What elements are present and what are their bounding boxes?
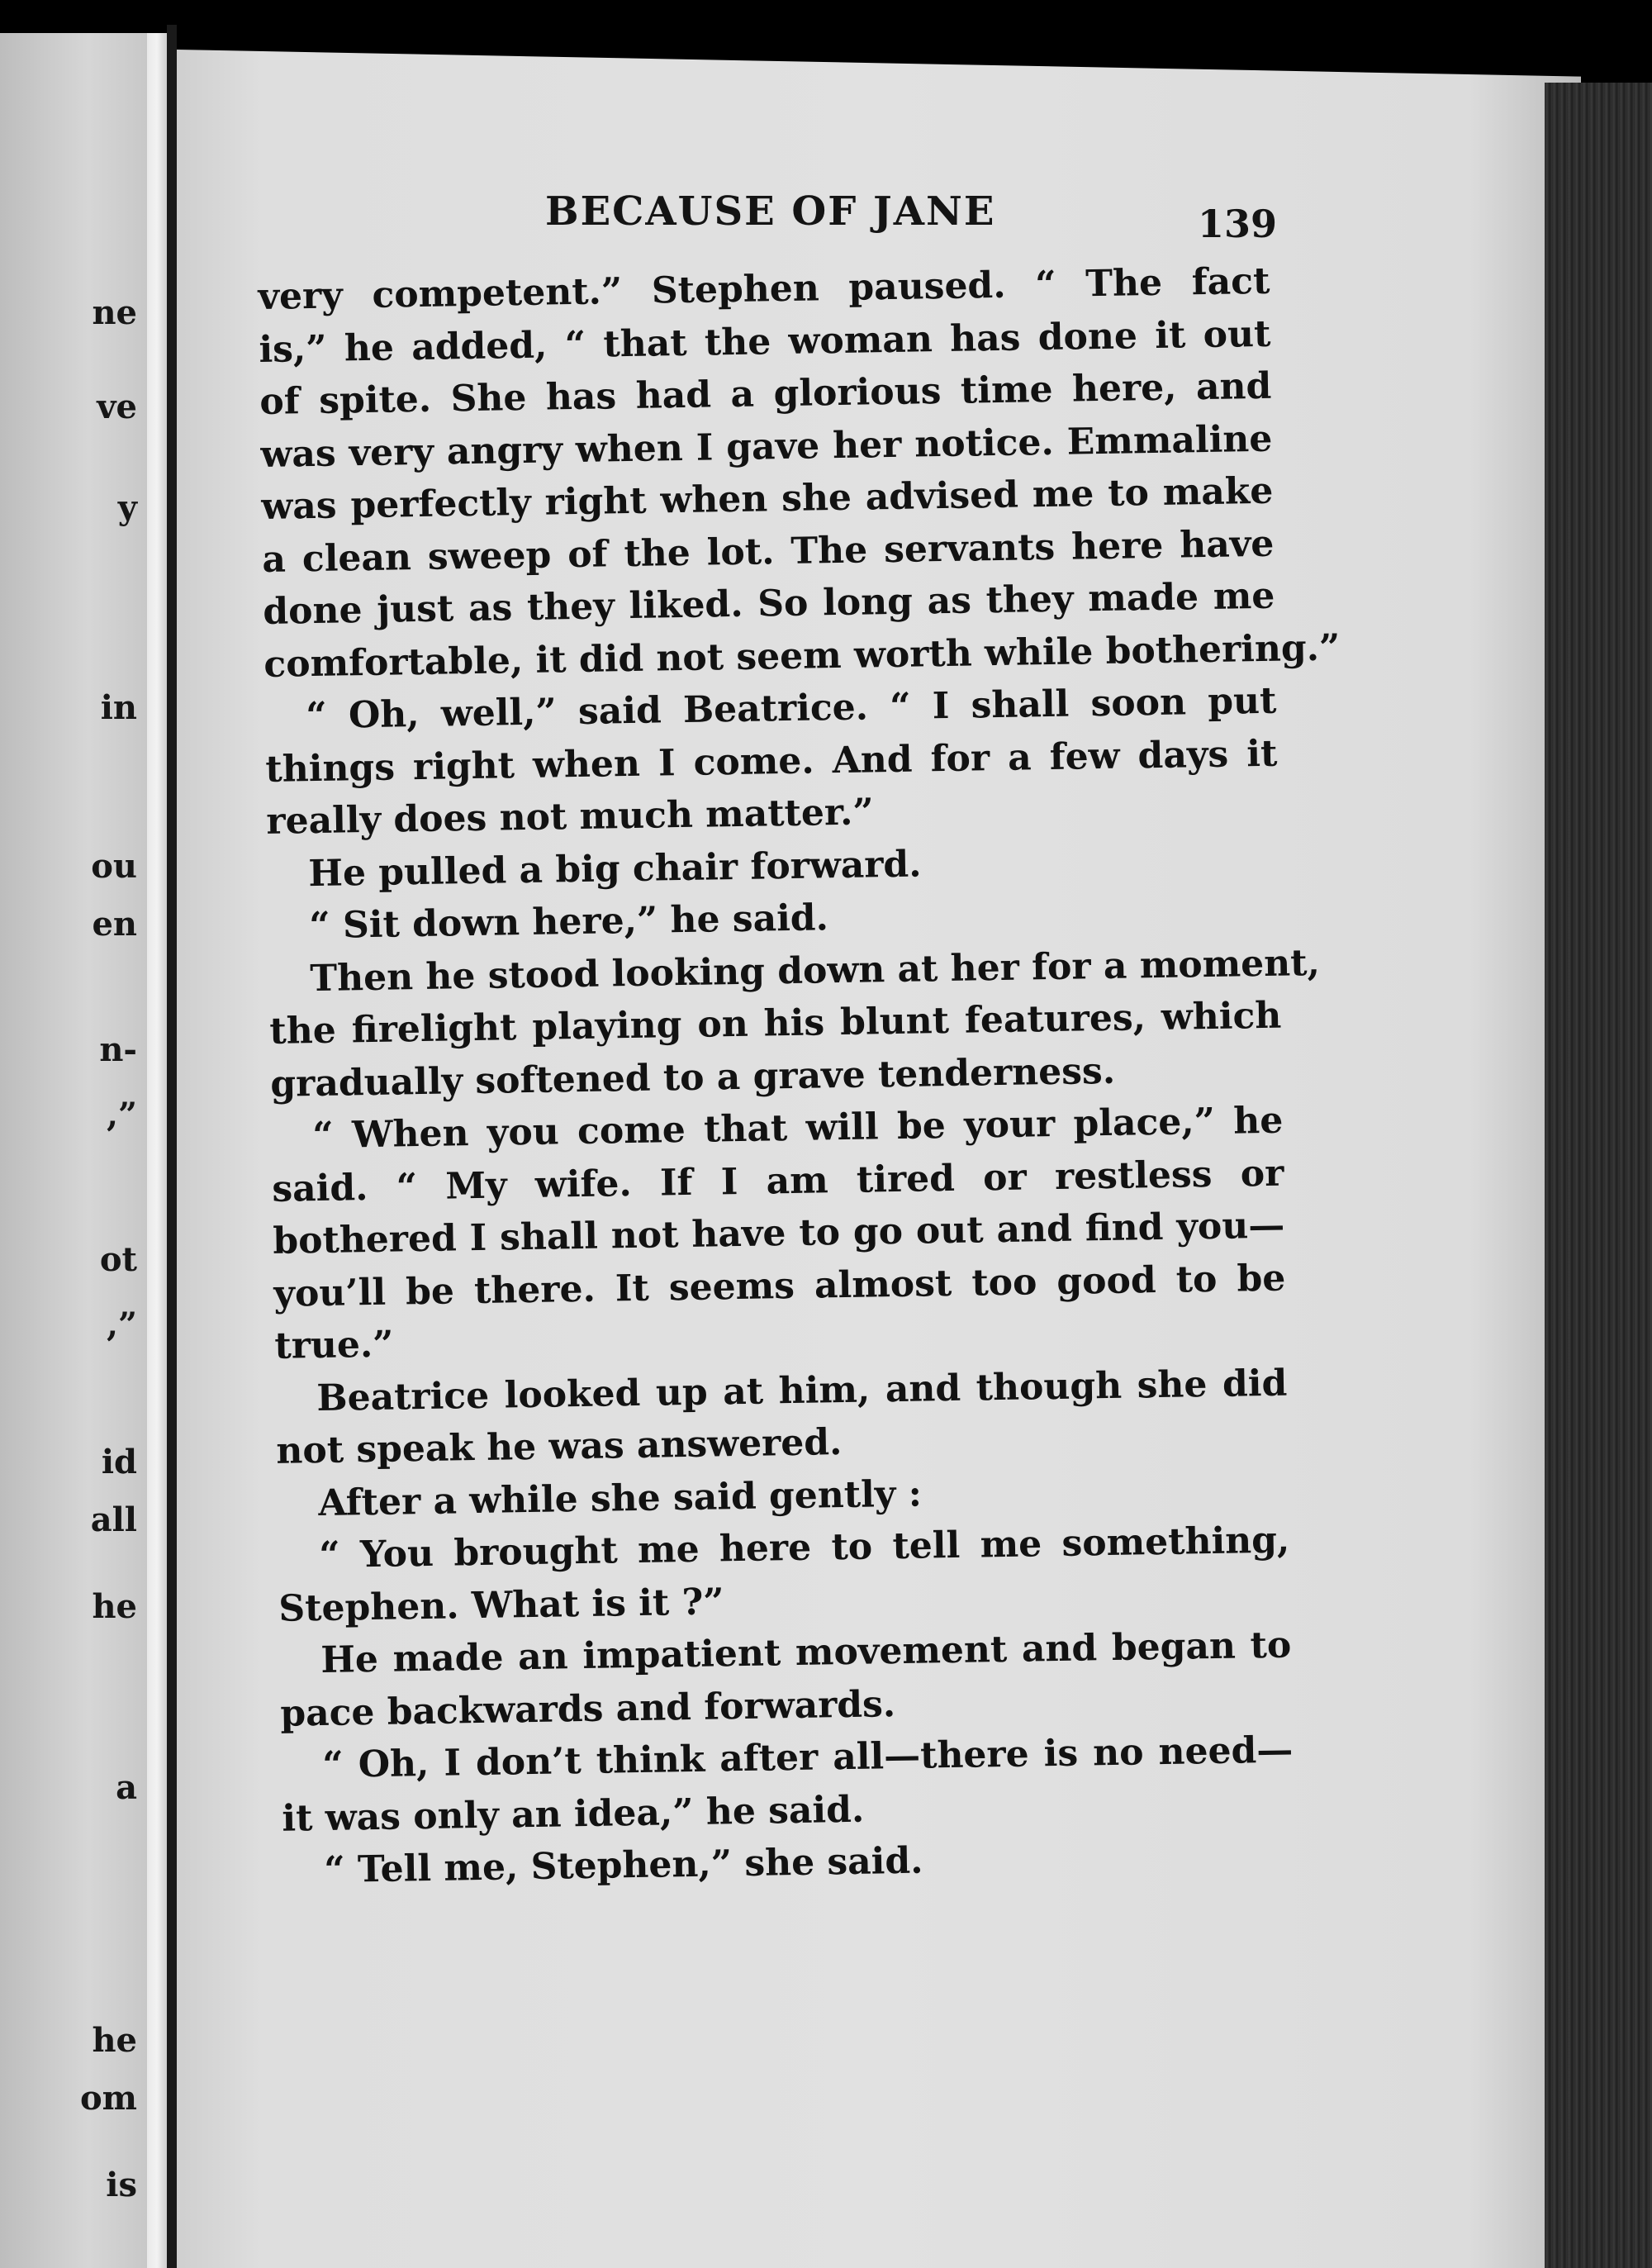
left-page-text-fragment: a [116,1767,137,1807]
left-page-text-fragment: ot [99,1240,137,1279]
text-line: bothered I shall not have to go out and find you— [273,1204,1285,1262]
text-line: “ Tell me, Stephen,” she said. [323,1839,923,1891]
text-line: gradually softened to a grave tenderness. [270,1049,1116,1105]
left-page-text-fragment: ,” [107,1096,137,1134]
left-page-text-fragment: he [92,1587,137,1626]
page-edges [1545,83,1652,2268]
left-page-text-fragment: he [92,2021,137,2060]
text-line: Beatrice looked up at him, and though she did [316,1362,1288,1419]
left-page-text-fragment: ,” [107,1305,137,1344]
left-page-text-fragment: y [117,488,137,527]
text-line: a clean sweep of the lot. The servants here have [262,522,1275,581]
text-line: “ Oh, I don’t think after all—there is no need— [321,1728,1294,1786]
left-page-text-fragment: ve [97,387,137,426]
page-number: 139 [1198,202,1278,246]
text-line: was very angry when I gave her notice. Emmaline [260,417,1273,476]
text-line: the firelight playing on his blunt features, which [269,994,1282,1053]
text-line: “ You brought me here to tell me something, [318,1519,1290,1577]
text-line: “ Oh, well,” said Beatrice. “ I shall soon put [306,679,1277,738]
text-line: was perfectly right when she advised me to make [261,469,1274,528]
text-line: things right when I come. And for a few days it [265,732,1278,791]
left-page-text-fragment: in [100,687,137,727]
text-line: Stephen. What is it ?” [278,1580,725,1630]
text-line: pace backwards and forwards. [279,1682,896,1735]
body-text [258,257,1341,1909]
text-line: of spite. She has had a glorious time here, and [259,364,1272,423]
left-page-text-fragment: om [79,2079,137,2118]
left-page-text-fragment: ou [91,847,137,886]
left-page-text-fragment: n- [99,1030,137,1070]
text-line: done just as they liked. So long as they made me [263,574,1275,633]
text-line: He made an impatient movement and began to [320,1624,1292,1682]
text-line: said. “ My wife. If I am tired or restless or [272,1152,1284,1210]
left-page-text-fragment: all [90,1500,137,1539]
left-page-fragment [0,33,147,2268]
left-page-text-fragment: is [106,2166,137,2204]
text-line: you’ll be there. It seems almost too good to be [273,1257,1286,1315]
text-line: true.” [274,1323,394,1367]
left-page-text-fragment: en [92,905,137,944]
book-gutter [167,25,177,2268]
text-line: “ Sit down here,” he said. [309,896,829,948]
text-line: really does not much matter.” [266,791,875,843]
text-line: Then he stood looking down at her for a moment, [310,941,1321,1000]
left-page-text-fragment: ne [92,292,137,332]
left-page-text-fragment: id [101,1443,137,1481]
text-line: not speak he was answered. [276,1421,843,1472]
text-line: “ When you come that will be your place,” he [312,1099,1284,1158]
text-line: it was only an idea,” he said. [281,1788,865,1840]
text-line: is,” he added, “ that the woman has done it out [259,312,1271,371]
page-fold [147,33,167,2268]
text-line: comfortable, it did not seem worth while bothering.” [263,625,1341,686]
text-line: After a while she said gently : [317,1472,923,1524]
text-line: very competent.” Stephen paused. “ The fact [258,259,1270,318]
running-head: BECAUSE OF JANE [545,188,996,235]
text-line: He pulled a big chair forward. [308,842,922,895]
